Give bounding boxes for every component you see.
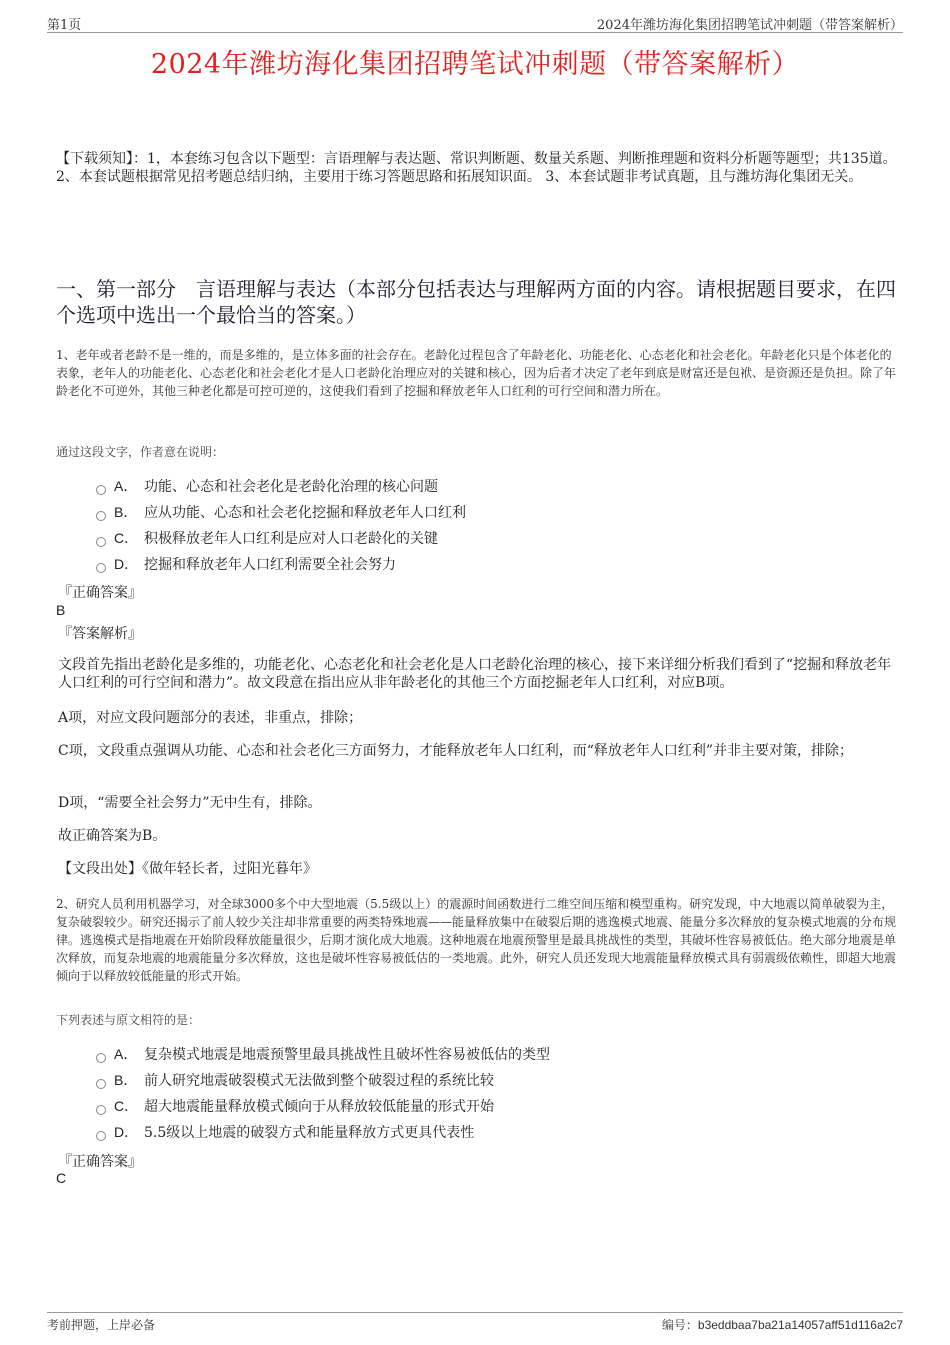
download-notice: 【下载须知】：1，本套练习包含以下题型：言语理解与表达题、常识判断题、数量关系题、判断推理题和资料分析题等题型；共135道。 2、本套试题根据常见招考题总结归纳，主要用于练习答题思路和拓展知识面。 3、本套试题非考试真题，且与潍坊海化集团无关。 <box>56 151 897 185</box>
section-heading: 一、第一部分 言语理解与表达（本部分包括表达与理解两方面的内容。请根据题目要求，在四个选项中选出一个最恰当的答案。） <box>56 277 896 327</box>
page-header <box>47 12 903 33</box>
option-c[interactable]: C． 超大地震能量释放模式倾向于从释放较低能量的形式开始 <box>96 1093 796 1119</box>
radio-icon[interactable] <box>96 563 106 573</box>
analysis-paragraph: 文段首先指出老龄化是多维的，功能老化、心态老化和社会老化是人口老龄化治理的核心，接下来详细分析我们看到了“挖掘和释放老年人口红利的可行空间和潜力”。故文段意在指出应从非年龄老化的其他三个方面挖掘老年人口红利，对应B项。 <box>58 657 892 691</box>
header-doc-title: 2024年潍坊海化集团招聘笔试冲刺题（带答案解析） <box>596 18 903 33</box>
analysis-paragraph: 故正确答案为B。 <box>58 828 167 844</box>
radio-icon[interactable] <box>96 485 106 495</box>
radio-icon[interactable] <box>96 1079 106 1089</box>
radio-icon[interactable] <box>96 537 106 547</box>
option-a[interactable]: A． 功能、心态和社会老化是老龄化治理的核心问题 <box>96 473 796 499</box>
option-d[interactable]: D． 挖掘和释放老年人口红利需要全社会努力 <box>96 551 796 577</box>
option-b[interactable]: B． 前人研究地震破裂模式无法做到整个破裂过程的系统比较 <box>96 1067 796 1093</box>
page-number: 第1页 <box>47 18 82 33</box>
radio-icon[interactable] <box>96 511 106 521</box>
document-title: 2024年潍坊海化集团招聘笔试冲刺题（带答案解析） <box>150 49 800 80</box>
document-code: 编号：b3eddbaa7ba21a14057aff51d116a2c7 <box>661 1318 903 1332</box>
option-d[interactable]: D． 5.5级以上地震的破裂方式和能量释放方式更具代表性 <box>96 1119 796 1145</box>
answer-label: 『正确答案』 <box>58 1154 142 1170</box>
answer-value: C <box>56 1170 67 1186</box>
option-b[interactable]: B． 应从功能、心态和社会老化挖掘和释放老年人口红利 <box>96 499 796 525</box>
question-2-options <box>96 1041 796 1145</box>
footer-slogan: 考前押题，上岸必备 <box>47 1318 156 1332</box>
question-2-prompt: 下列表述与原文相符的是： <box>56 1013 201 1027</box>
answer-label: 『正确答案』 <box>58 585 142 601</box>
analysis-paragraph: A项，对应文段问题部分的表述，非重点，排除； <box>58 710 363 726</box>
answer-value: B <box>56 602 66 618</box>
question-2-text: 2、研究人员利用机器学习，对全球3000多个中大型地震（5.5级以上）的震源时间函数进行二维空间压缩和模型重构。研究发现，中大地震以简单破裂为主，复杂破裂较少。研究还揭示了前人较少关注却非常重要的两类特殊地震——能量释放集中在破裂后期的逃逸模式地震、能量分多次释放的复杂模式地震的分布规律。逃逸模式是指地震在开始阶段释放能量很少，后期才演化成大地震。这种地震在地震预警里是最具挑战性的类型，其破坏性容易被低估。绝大部分地震是单次释放，而复杂地震的地震能量分多次释放，这也是破坏性容易被低估的一类地震。此外，研究人员还发现大地震能量释放模式具有弱震级依赖性，即超大地震倾向于以释放较低能量的形式开始。 <box>56 897 897 983</box>
page-footer <box>47 1312 903 1335</box>
analysis-label: 『答案解析』 <box>58 626 142 642</box>
source-note: 【文段出处】《做年轻长者，过阳光暮年》 <box>58 861 317 877</box>
analysis-paragraph: D项，“需要全社会努力”无中生有，排除。 <box>58 795 322 811</box>
radio-icon[interactable] <box>96 1053 106 1063</box>
analysis-paragraph: C项，文段重点强调从功能、心态和社会老化三方面努力，才能释放老年人口红利，而“释放老年人口红利”并非主要对策，排除； <box>58 743 854 759</box>
option-a[interactable]: A． 复杂模式地震是地震预警里最具挑战性且破坏性容易被低估的类型 <box>96 1041 796 1067</box>
question-1-prompt: 通过这段文字，作者意在说明： <box>56 445 225 459</box>
radio-icon[interactable] <box>96 1131 106 1141</box>
radio-icon[interactable] <box>96 1105 106 1115</box>
option-c[interactable]: C． 积极释放老年人口红利是应对人口老龄化的关键 <box>96 525 796 551</box>
question-1-text: 1、老年或者老龄不是一维的，而是多维的，是立体多面的社会存在。老龄化过程包含了年龄老化、功能老化、心态老化和社会老化。年龄老化只是个体老化的表象，老年人的功能老化、心态老化和社会老化才是人口老龄化治理应对的关键和核心，因为后者才决定了老年到底是财富还是包袱、是资源还是负担。除了年龄老化不可逆外，其他三种老化都是可控可逆的，这使我们看到了挖掘和释放老年人口红利的可行空间和潜力所在。 <box>56 348 897 398</box>
question-1-options <box>96 473 796 577</box>
